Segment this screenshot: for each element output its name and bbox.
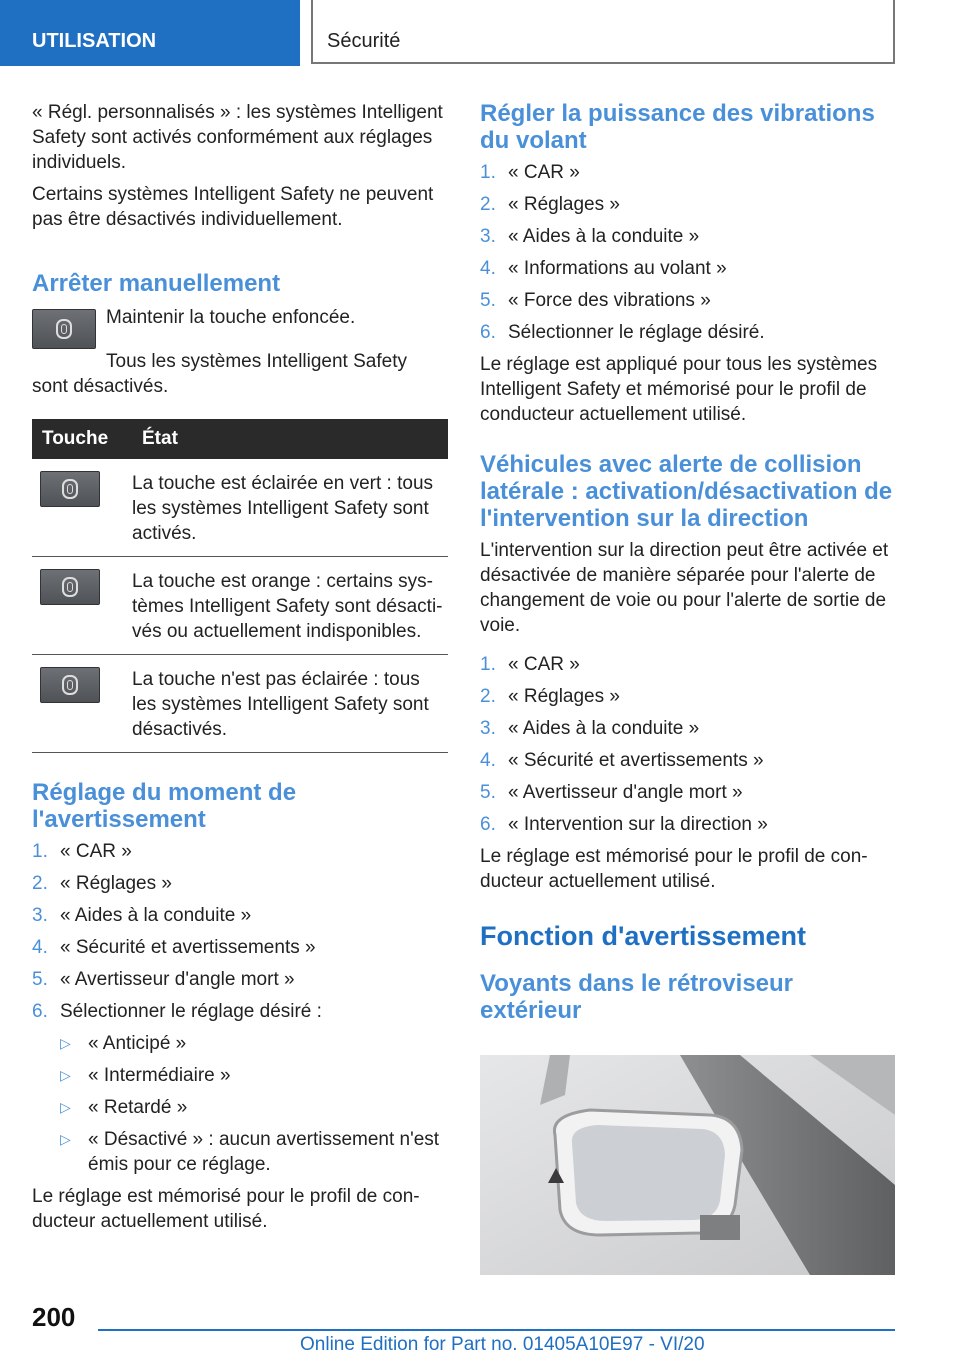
table-row bbox=[32, 459, 448, 557]
table-row bbox=[32, 557, 448, 655]
timing-note: Le réglage est mémorisé pour le profil de con-ducteur actuellement utilisé. bbox=[32, 1186, 420, 1232]
intro-paragraph-1: « Régl. personnalisés » : les systèmes Intelligent Safety sont activés conformément aux réglages individuels. bbox=[32, 102, 443, 173]
list-item: 3. « Aides à la conduite » bbox=[480, 718, 700, 739]
manual-text-1: Maintenir la touche enfoncée. bbox=[106, 307, 356, 328]
mirror-heading: Voyants dans le rétroviseur extérieur bbox=[480, 970, 794, 1024]
manual-heading: Arrêter manuellement bbox=[32, 270, 281, 297]
list-item: 6. Sélectionner le réglage désiré : bbox=[32, 1001, 322, 1022]
list-item: 2. « Réglages » bbox=[480, 686, 620, 707]
triangle-bullet-icon: ▷ bbox=[60, 1099, 71, 1115]
warning-function-heading: Fonction d'avertissement bbox=[480, 921, 806, 951]
timing-options bbox=[60, 1031, 448, 1177]
collision-steps bbox=[480, 652, 896, 837]
footer-edition: Online Edition for Part no. 01405A10E97 - VI/20 bbox=[300, 1334, 705, 1355]
button-state-table bbox=[32, 419, 448, 753]
intro-paragraph-2: Certains systèmes Intelligent Safety ne peuvent pas être désactivés individuellement. bbox=[32, 184, 434, 230]
list-item: ▷ « Anticipé » bbox=[60, 1033, 187, 1054]
vibration-heading: Régler la puissance des vibrations du volant bbox=[480, 100, 875, 154]
timing-steps bbox=[32, 839, 448, 1024]
list-item: ▷ « Désactivé » : aucun avertissement n'est émis pour ce réglage. bbox=[60, 1129, 440, 1175]
button-green-icon bbox=[40, 471, 100, 507]
right-column bbox=[480, 100, 896, 1030]
table-header-state: État bbox=[132, 419, 448, 459]
vibration-steps bbox=[480, 160, 896, 345]
table-cell-state: La touche est orange : certains sys-tèmes Intelligent Safety sont désacti-vés ou actuellement indisponibles. bbox=[132, 557, 448, 655]
list-item: 5. « Avertisseur d'angle mort » bbox=[480, 782, 743, 803]
collision-heading: Véhicules avec alerte de collision latérale : activation/désactivation de l'intervention sur la direction bbox=[480, 451, 893, 532]
side-mirror-photo bbox=[480, 1055, 895, 1275]
button-orange-icon bbox=[40, 569, 100, 605]
left-column bbox=[32, 100, 448, 1241]
button-off-icon bbox=[40, 667, 100, 703]
list-item: 5. « Force des vibrations » bbox=[480, 290, 711, 311]
timing-heading: Réglage du moment de l'avertissement bbox=[32, 779, 297, 833]
chapter-title: Sécurité bbox=[311, 0, 895, 64]
collision-note: Le réglage est mémorisé pour le profil de con-ducteur actuellement utilisé. bbox=[480, 846, 868, 892]
section-tab: UTILISATION bbox=[0, 0, 300, 66]
list-item: 1. « CAR » bbox=[32, 841, 132, 862]
manual-text-2: Tous les systèmes Intelligent Safety sont désactivés. bbox=[32, 351, 407, 397]
list-item: 2. « Réglages » bbox=[480, 194, 620, 215]
vibration-note: Le réglage est appliqué pour tous les systèmes Intelligent Safety et mémorisé pour le profil de conducteur actuellement utilisé. bbox=[480, 354, 878, 425]
table-cell-state: La touche n'est pas éclairée : tous les systèmes Intelligent Safety sont désactivés. bbox=[132, 655, 448, 753]
list-item: 1. « CAR » bbox=[480, 162, 580, 183]
list-item: 3. « Aides à la conduite » bbox=[480, 226, 700, 247]
triangle-bullet-icon: ▷ bbox=[60, 1067, 71, 1083]
footer-divider bbox=[98, 1329, 895, 1331]
table-cell-state: La touche est éclairée en vert : tous les systèmes Intelligent Safety sont activés. bbox=[132, 459, 448, 557]
list-item: 1. « CAR » bbox=[480, 654, 580, 675]
table-header-key: Touche bbox=[32, 419, 132, 459]
list-item: 4. « Sécurité et avertissements » bbox=[480, 750, 764, 771]
intelligent-safety-button-icon bbox=[32, 309, 96, 349]
list-item: ▷ « Retardé » bbox=[60, 1097, 188, 1118]
table-row bbox=[32, 655, 448, 753]
list-item: 6. « Intervention sur la direction » bbox=[480, 814, 768, 835]
list-item: 2. « Réglages » bbox=[32, 873, 172, 894]
manual-row bbox=[32, 305, 448, 349]
collision-text: L'intervention sur la direction peut être activée et désactivée de manière séparée pour l'alerte de changement de voie ou pour l'alerte de sortie de voie. bbox=[480, 540, 889, 636]
page-number: 200 bbox=[32, 1302, 76, 1332]
list-item: 3. « Aides à la conduite » bbox=[32, 905, 252, 926]
list-item: 5. « Avertisseur d'angle mort » bbox=[32, 969, 295, 990]
list-item: ▷ « Intermédiaire » bbox=[60, 1065, 231, 1086]
list-item: 4. « Informations au volant » bbox=[480, 258, 727, 279]
triangle-bullet-icon: ▷ bbox=[60, 1035, 71, 1051]
list-item: 6. Sélectionner le réglage désiré. bbox=[480, 322, 765, 343]
list-item: 4. « Sécurité et avertissements » bbox=[32, 937, 316, 958]
triangle-bullet-icon: ▷ bbox=[60, 1131, 71, 1147]
side-mirror-illustration bbox=[480, 1055, 895, 1275]
